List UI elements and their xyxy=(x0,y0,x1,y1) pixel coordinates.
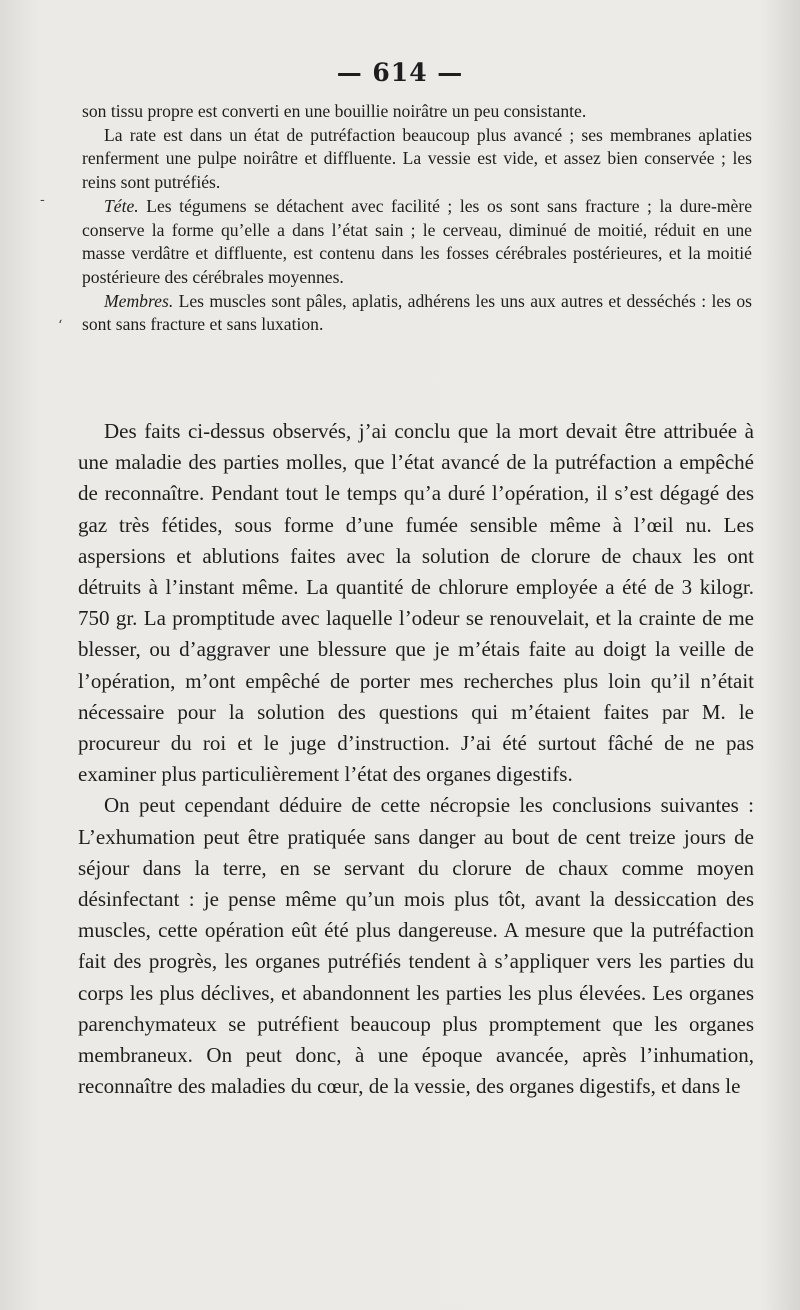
paragraph-lead: Membres. xyxy=(104,290,174,311)
small-paragraph xyxy=(82,100,752,124)
small-print-section xyxy=(82,100,752,337)
small-paragraph xyxy=(82,195,752,290)
paragraph-lead: Téte. xyxy=(104,195,139,216)
main-text-section xyxy=(78,416,754,1102)
margin-mark: - xyxy=(40,192,45,208)
paragraph-text: Les muscles sont pâles, aplatis, adhérens les uns aux autres et desséchés : les os sont sans fracture et sans luxation. xyxy=(82,290,752,335)
main-paragraph: Des faits ci-dessus observés, j’ai conclu que la mort devait être attribuée à une maladie des parties molles, que l’état avancé de la putréfaction a empêché de reconnaître. Pendant tout le temps qu’a duré l’opération, il s’est dégagé des gaz très fétides, sous forme d’une fumée sensible même à l’œil nu. Les aspersions et ablutions faites avec la solution de clorure de chaux les ont détruits à l’instant même. La quantité de chlorure employée a été de 3 kilogr. 750 gr. La promptitude avec laquelle l’odeur se renouvelait, et la crainte de me blesser, ou d’aggraver une blessure que je m’étais faite au doigt la veille de l’opération, m’ont empêché de porter mes recherches plus loin qu’il n’était nécessaire pour la solution des questions qui m’étaient faites par M. le procureur du roi et le juge d’instruction. J’ai été surtout fâché de ne pas examiner plus particulièrement l’état des organes digestifs. xyxy=(78,419,754,787)
main-paragraph: On peut cependant déduire de cette nécropsie les conclusions suivantes : L’exhumation peut être pratiquée sans danger au bout de cent treize jours de séjour dans la terre, en se servant du clorure de chaux comme moyen désinfectant : je pense même qu’un mois plus tôt, avant la dessiccation des muscles, cette opération eût été plus dangereuse. A mesure que la putréfaction fait des progrès, les organes putréfiés tendent à s’appliquer vers les parties du corps les plus déclives, et abandonnent les parties les plus élevées. Les organes parenchymateux se putréfient beaucoup plus promptement que les organes membraneux. On peut donc, à une époque avancée, après l’inhumation, reconnaître des maladies du cœur, de la vessie, des organes digestifs, et dans le xyxy=(78,793,754,1099)
margin-mark: ‘ xyxy=(58,318,63,334)
paragraph-text: son tissu propre est converti en une bouillie noirâtre un peu consistante. xyxy=(82,101,587,121)
small-paragraph xyxy=(82,124,752,195)
paragraph-text: La rate est dans un état de putréfaction beaucoup plus avancé ; ses membranes aplaties renferment une pulpe noirâtre et diffluente. La vessie est vide, et assez bien conservée ; les reins sont putréfiés. xyxy=(82,124,752,193)
small-paragraph xyxy=(82,290,752,337)
page-number: — 614 — xyxy=(336,58,464,87)
paragraph-text: Les tégumens se détachent avec facilité ; les os sont sans fracture ; la dure-mère conserve la forme qu’elle a dans l’état sain ; le cerveau, diminué de moitié, réduit en une masse verdâtre et diffluente, est contenu dans les fosses cérébrales postérieures, et la moitié postérieure des cérébrales moyennes. xyxy=(82,195,752,287)
